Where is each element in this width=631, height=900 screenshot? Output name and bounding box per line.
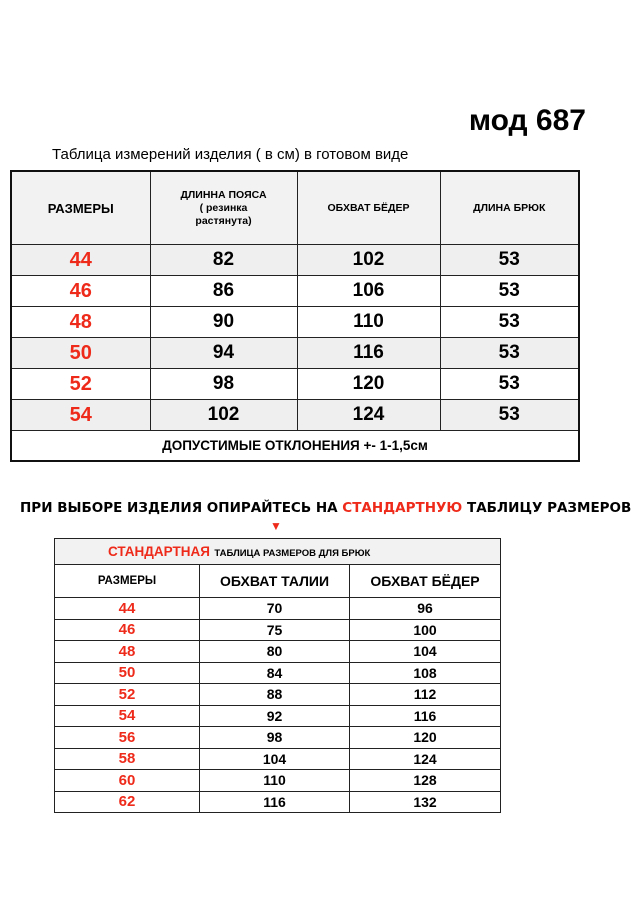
tolerance-row	[11, 431, 579, 462]
hips-cell: 104	[350, 641, 501, 663]
header-belt-length	[150, 171, 297, 245]
waist-cell: 84	[200, 662, 350, 684]
table-header-row	[11, 171, 579, 245]
waist-cell: 92	[200, 705, 350, 727]
table-row	[11, 245, 579, 276]
hips-cell: 110	[297, 307, 440, 338]
hips-cell: 112	[350, 684, 501, 706]
notice-text-part2: ТАБЛИЦУ РАЗМЕРОВ	[462, 500, 631, 516]
hips-cell: 120	[297, 369, 440, 400]
standard-table-caption	[55, 539, 501, 565]
hips-cell: 108	[350, 662, 501, 684]
size-cell: 54	[11, 400, 150, 431]
table-row	[11, 307, 579, 338]
notice-highlight: СТАНДАРТНУЮ	[342, 500, 463, 516]
size-cell: 50	[55, 662, 200, 684]
hips-cell: 116	[297, 338, 440, 369]
belt-cell: 82	[150, 245, 297, 276]
table-row	[55, 662, 501, 684]
header-hips: ОБХВАТ БЁДЕР	[297, 171, 440, 245]
length-cell: 53	[440, 400, 579, 431]
size-cell: 46	[11, 276, 150, 307]
belt-cell: 90	[150, 307, 297, 338]
header-waist: ОБХВАТ ТАЛИИ	[200, 565, 350, 598]
belt-cell: 86	[150, 276, 297, 307]
waist-cell: 88	[200, 684, 350, 706]
size-cell: 52	[55, 684, 200, 706]
hips-cell: 128	[350, 770, 501, 792]
size-cell: 44	[11, 245, 150, 276]
size-cell: 46	[55, 619, 200, 641]
table-row	[55, 641, 501, 663]
size-cell: 56	[55, 727, 200, 749]
waist-cell: 116	[200, 791, 350, 813]
standard-table-caption-row	[55, 539, 501, 565]
table-row	[11, 400, 579, 431]
waist-cell: 80	[200, 641, 350, 663]
size-cell: 48	[55, 641, 200, 663]
waist-cell: 75	[200, 619, 350, 641]
length-cell: 53	[440, 307, 579, 338]
size-cell: 62	[55, 791, 200, 813]
table-row	[11, 276, 579, 307]
arrow-down-icon: ▼	[270, 519, 282, 533]
hips-cell: 106	[297, 276, 440, 307]
waist-cell: 70	[200, 598, 350, 620]
table-row	[55, 727, 501, 749]
size-cell: 50	[11, 338, 150, 369]
hips-cell: 124	[350, 748, 501, 770]
length-cell: 53	[440, 276, 579, 307]
length-cell: 53	[440, 369, 579, 400]
length-cell: 53	[440, 338, 579, 369]
table-row	[55, 748, 501, 770]
table-row	[55, 770, 501, 792]
hips-cell: 124	[297, 400, 440, 431]
size-cell: 44	[55, 598, 200, 620]
caption-standard: СТАНДАРТНАЯ	[108, 543, 210, 559]
header-size: РАЗМЕРЫ	[11, 171, 150, 245]
table-header-row	[55, 565, 501, 598]
size-cell: 58	[55, 748, 200, 770]
belt-cell: 98	[150, 369, 297, 400]
table-row	[55, 705, 501, 727]
tolerance-note: ДОПУСТИМЫЕ ОТКЛОНЕНИЯ +- 1-1,5см	[11, 431, 579, 462]
belt-cell: 94	[150, 338, 297, 369]
belt-cell: 102	[150, 400, 297, 431]
table-row	[55, 791, 501, 813]
standard-size-table	[54, 538, 501, 813]
standard-table-notice	[20, 500, 631, 516]
waist-cell: 110	[200, 770, 350, 792]
table-row	[55, 598, 501, 620]
hips-cell: 120	[350, 727, 501, 749]
header-hips: ОБХВАТ БЁДЕР	[350, 565, 501, 598]
hips-cell: 96	[350, 598, 501, 620]
table-row	[11, 369, 579, 400]
measurement-table-subtitle: Таблица измерений изделия ( в см) в готовом виде	[52, 146, 409, 163]
header-belt-line1: ДЛИННА ПОЯСА	[180, 188, 267, 201]
notice-text-part1: ПРИ ВЫБОРЕ ИЗДЕЛИЯ ОПИРАЙТЕСЬ НА	[20, 500, 343, 516]
header-size: РАЗМЕРЫ	[55, 565, 200, 598]
header-pants-length: ДЛИНА БРЮК	[440, 171, 579, 245]
hips-cell: 102	[297, 245, 440, 276]
header-belt-line2: ( резинка	[199, 201, 248, 214]
hips-cell: 100	[350, 619, 501, 641]
size-cell: 48	[11, 307, 150, 338]
model-number: мод 687	[468, 104, 586, 137]
waist-cell: 104	[200, 748, 350, 770]
table-row	[11, 338, 579, 369]
waist-cell: 98	[200, 727, 350, 749]
product-measurements-table	[10, 170, 580, 462]
size-cell: 60	[55, 770, 200, 792]
table-row	[55, 684, 501, 706]
table-row	[55, 619, 501, 641]
hips-cell: 132	[350, 791, 501, 813]
caption-rest: ТАБЛИЦА РАЗМЕРОВ ДЛЯ БРЮК	[214, 547, 371, 559]
size-cell: 52	[11, 369, 150, 400]
length-cell: 53	[440, 245, 579, 276]
header-belt-line3: растянута)	[195, 214, 252, 227]
size-cell: 54	[55, 705, 200, 727]
hips-cell: 116	[350, 705, 501, 727]
